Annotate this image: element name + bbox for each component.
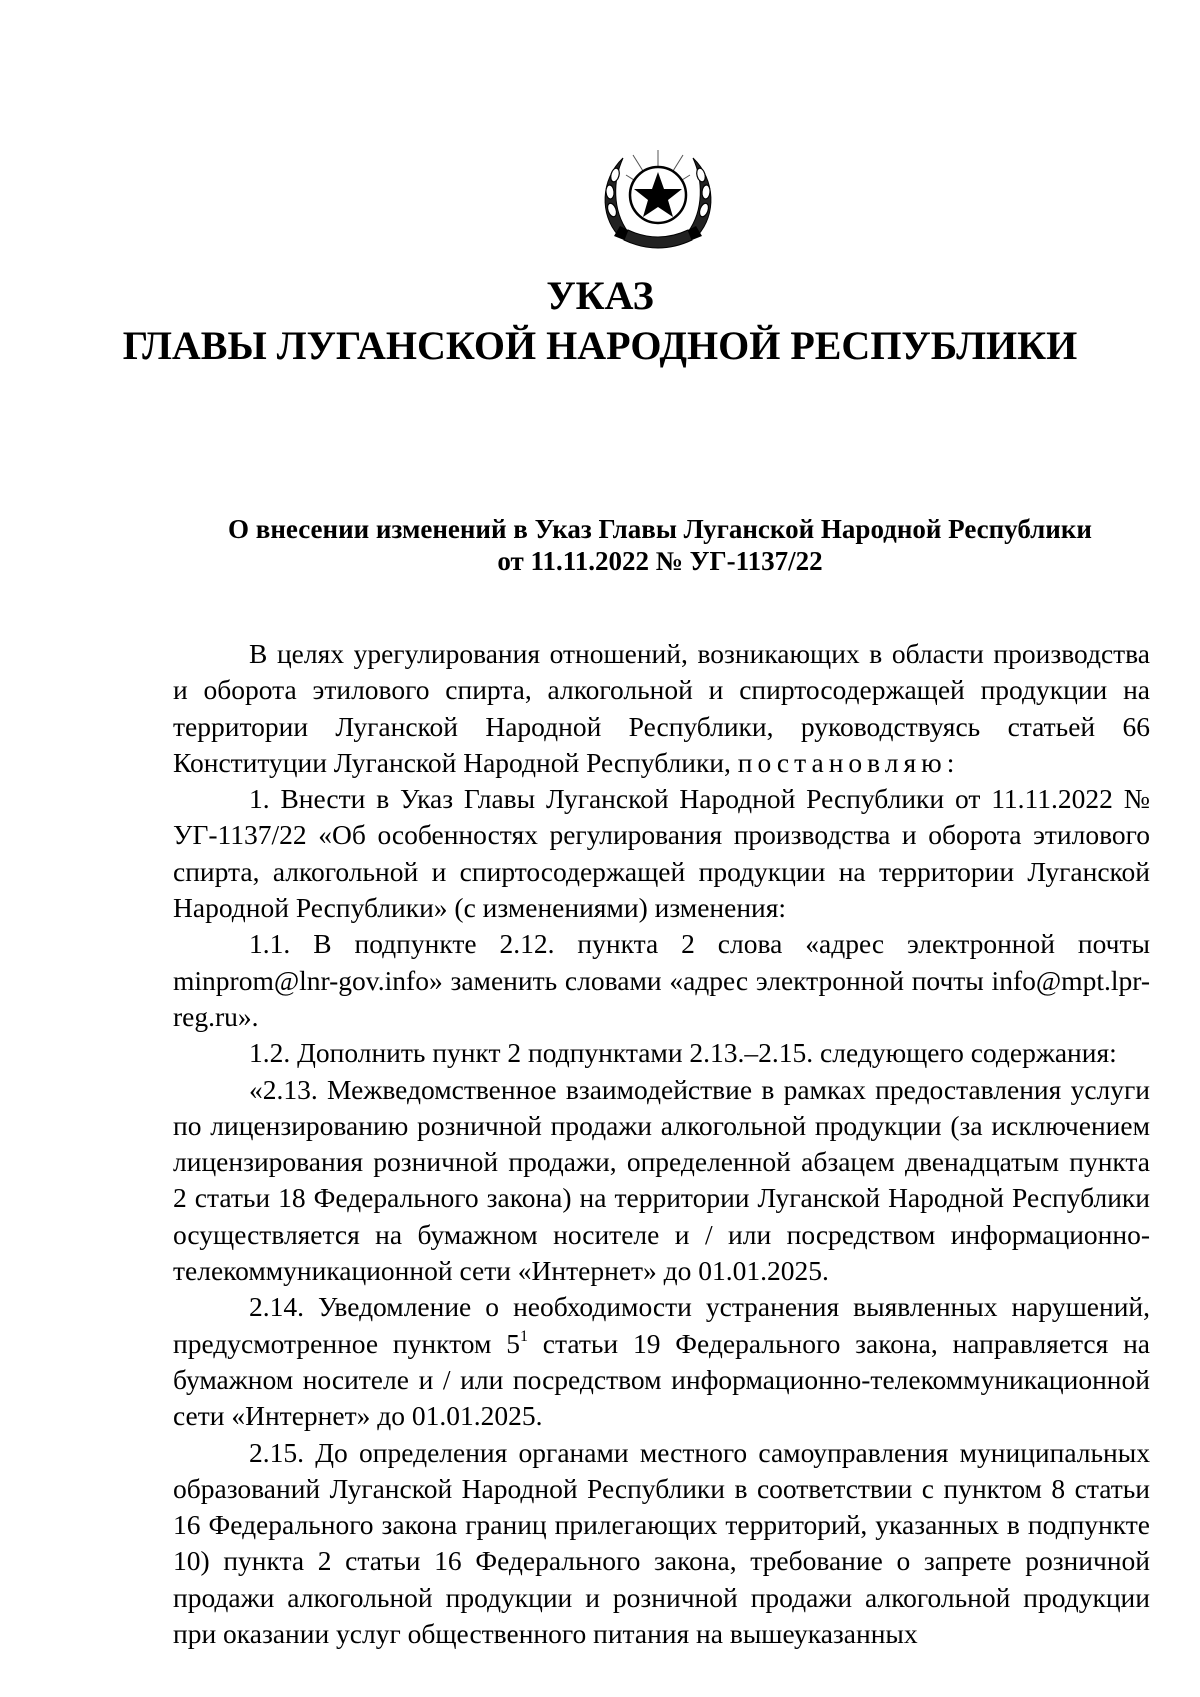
subclause-2-13-paragraph: «2.13. Межведомственное взаимодействие в рамках предоставления услуги по лицензированию розничной продажи алкогольной продукции (за исключением лицензирования розничной продажи, определенной абзацем двенадцатым пункта 2 статьи 18 Федерального закона) на территории Луганской Народной Республики осуществляется на бумажном носителе и / или посредством информационно-телекоммуникационной сети «Интернет» до 01.01.2025. (173, 1073, 1150, 1287)
subclause-2-14-paragraph (173, 1289, 1150, 1434)
clause-1-paragraph: 1. Внести в Указ Главы Луганской Народной Республики от 11.11.2022 № УГ-1137/22 «Об особенностях регулирования производства и оборота этилового спирта, алкогольной и спиртосодержащей продукции на территории Луганской Народной Республики» (с изменениями) изменения: (173, 783, 1150, 924)
decree-word: постановляю: (737, 746, 960, 778)
document-body (173, 636, 1150, 1652)
superscript-index: 1 (519, 1327, 528, 1345)
subclause-2-14-text-b: статьи 19 Федерального закона, направляется на бумажном носителе и / или посредством информационно-телекоммуникационной сети «Интернет» до 01.01.2025. (173, 1327, 1150, 1432)
subject-line-2: от 11.11.2022 № УГ-1137/22 (497, 546, 823, 576)
subclause-2-14-text-a: 2.14. Уведомление о необходимости устранения выявленных нарушений, предусмотренное пунктом 5 (173, 1291, 1150, 1359)
clause-1-1-paragraph: 1.1. В подпункте 2.12. пункта 2 слова «адрес электронной почты minprom@lnr-gov.info» заменить словами «адрес электронной почты info@mpt.lpr-reg.ru». (173, 928, 1150, 1032)
preamble-text: В целях урегулирования отношений, возникающих в области производства и оборота этилового спирта, алкогольной и спиртосодержащей продукции на территории Луганской Народной Республики, руководствуясь статьей 66 Конституции Луганской Народной Республики, (173, 638, 1150, 778)
preamble-paragraph (173, 636, 1150, 781)
subclause-2-15-paragraph: 2.15. До определения органами местного самоуправления муниципальных образований Луганской Народной Республики в соответствии с пунктом 8 статьи 16 Федерального закона границ прилегающих территорий, указанных в подпункте 10) пункта 2 статьи 16 Федерального закона, требование о запрете розничной продажи алкогольной продукции и розничной продажи алкогольной продукции при оказании услуг общественного питания на вышеуказанных (173, 1436, 1150, 1650)
subject-line-1: О внесении изменений в Указ Главы Луганской Народной Республики (228, 514, 1092, 544)
issuer-heading: ГЛАВЫ ЛУГАНСКОЙ НАРОДНОЙ РЕСПУБЛИКИ (122, 323, 1078, 368)
document-type-heading: УКАЗ (546, 273, 654, 318)
clause-1-2-paragraph: 1.2. Дополнить пункт 2 подпунктами 2.13.–2.15. следующего содержания: (249, 1037, 1117, 1069)
coat-of-arms-icon (588, 140, 728, 260)
